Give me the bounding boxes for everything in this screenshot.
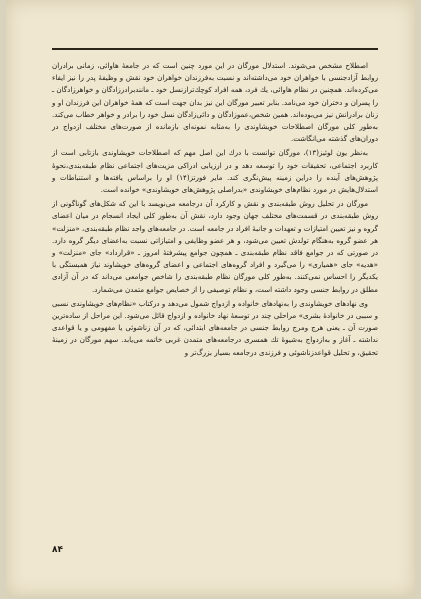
page-number: ۸۴ (52, 545, 63, 555)
paragraph-4: وی نهادهای خویشاوندی را به‌نهادهای خانواده و ازدواج شمول می‌دهد و درکتاب «نظام‌های خویشاوندی نسبی و سببی در خانوادهٔ بشری» مراحلی چند در توسعهٔ نهاد خانواده و ازدواج قائل می‌شود. این مراحل از ساده‌ترین صورت آن ـ یعنی هرج ومرج روابط جنسی در جامعه‌های ابتدائی، که در آن زناشوئی یا مفهومی و یا قواعدی نداشته ـ آغاز و به‌ازدواج به‌شیوهٔ تك همسری درجامعه‌های متمدن غربی خاتمه می‌یابد. سهم مورگان در زمینهٔ تحقیق، و تحلیل قواعدزناشوئی و فرزندی درجامعه بسیار بزرگ‌تر و (52, 298, 378, 357)
paragraph-1: اصطلاح مشخص می‌شوند. استدلال مورگان در این مورد چنین است که در جامعهٔ هاوائی، زمانی برادران روابط آزادجنسی با خواهران خود می‌داشته‌اند و نسبت به‌فرزندان خواهران خود نقش و وظیفهٔ پدر را نیز ایفاء می‌کرده‌اند. همچنین در نظام هاوائی، یك فرد، همه افراد کوچك‌ترازنسل خود ـ مانندبرادرزادگان و خواهرزادگان ـ را پسران و دختران خود می‌نامد. بنابر تعبیر مورگان این نیز بدان جهت است که همهٔ خواهران این فرزندان او و زنان برادرانش نیز می‌بوده‌اند. همین شخص،عموزادگان و دائی‌زادگان نسل خود را برادر و خواهر خطاب می‌کند. به‌طور کلی مورگان اصطلاحات خویشاوندی را به‌مثابه نمونه‌ای بازمانده از صورت‌های مختلف ازدواج در دوران‌های گذشته می‌انگاشت. (52, 61, 378, 144)
paragraph-3: مورگان در تحلیل روش طبقه‌بندی و نقش و کارکرد آن درجامعه می‌نویسد با این که شکل‌های گوناگونی از روش طبقه‌بندی در قسمت‌های مختلف جهان وجود دارد، نقش آن به‌طور کلی ایجاد انسجام در میان اعضای گروه و نیز تعیین امتیازات و تعهدات و جانبهٔ افراد در جامعه است. در جامعه‌های واجد نظام طبقه‌بندی، «منزلت» هر عضو گروه به‌هنگام تولدش تعیین می‌شود، و هر عضو وظایفی و امتیازاتی نسبت به‌اعضای دیگر گروه دارد. در صورتی که در جوامع فاقد نظام طبقه‌بندی ـ همچون جوامع پیشرفتهٔ امروز ـ «قرارداد» جای «منزلت» و «هدیه» جای «همیاری» را می‌گیرد و افراد گروه‌های اجتماعی و اعضای گروه‌های خویشاوند نیاز همبستگی با یکدیگر را احساس نمی‌کنند. به‌طور کلی مورگان نظام طبقه‌بندی را شاخص جوامعی می‌داند که در آن آزادی مطلق در روابط جنسی وجود داشته است، و نظام توصیفی را از خصایص جوامع متمدن می‌شمارد. (52, 199, 378, 294)
header-rule (52, 48, 378, 50)
page-sheet (6, 0, 415, 596)
body-text (52, 60, 378, 359)
paragraph-2: به‌نظر یون لوئیز(۱۳)، مورگان توانست با درك این اصل مهم که اصطلاحات خویشاوندی بازتابی است از کاربرد اجتماعی، تحقیقات خود را توسعه دهد و در ارزیابی ادراکی مزیت‌های اجتماعی نظام طبقه‌بندی،نحوهٔ پژوهش‌های آینده را دراین زمینه پیش‌نگری کند. مایر فورتز(۱۴) او را براساس یافته‌ها و استنباطات و استدلال‌هایش در مورد نظام‌های خویشاوندی «بدراصلی پژوهش‌های خویشاوندی» خوانده است. (52, 148, 378, 195)
